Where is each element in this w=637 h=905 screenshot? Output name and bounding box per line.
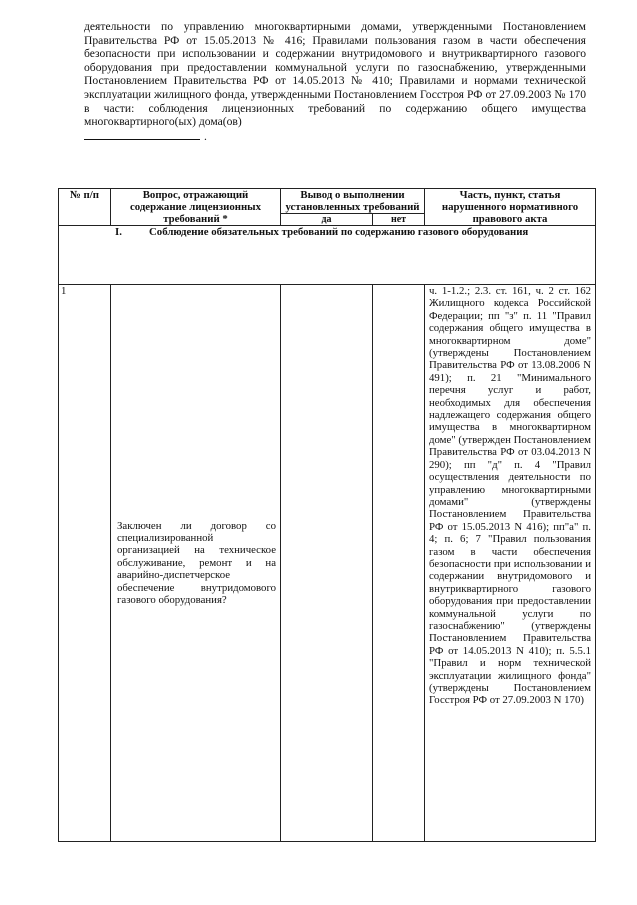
- section-cell: [59, 226, 596, 285]
- header-number: № п/п: [59, 189, 111, 226]
- section-row: [59, 226, 596, 285]
- row-no-cell[interactable]: [373, 285, 425, 842]
- header-yes: да: [281, 214, 373, 226]
- header-no: нет: [373, 214, 425, 226]
- header-question: Вопрос, отражающий содержание лицензионных требований *: [111, 189, 281, 226]
- fill-in-blank-line: [84, 129, 200, 140]
- header-conclusion: Вывод о выполнении установленных требований: [281, 189, 425, 214]
- table-row: [59, 285, 596, 842]
- row-yes-cell[interactable]: [281, 285, 373, 842]
- row-number: 1: [59, 285, 111, 842]
- section-number: I.: [115, 226, 122, 238]
- intro-paragraph: [84, 20, 586, 143]
- row-law: ч. 1-1.2.; 2.3. ст. 161, ч. 2 ст. 162 Жилищного кодекса Российской Федерации; пп "з" п. 11 "Правил содержания общего имущества в многоквартирном доме" (утверждены Постановлением Правительства РФ от 13.08.2006 N 491); п. 21 "Минимального перечня услуг и работ, необходимых для обеспечения надлежащего содержания общего имущества в многоквартирном доме" (утвержден Постановлением Правительства РФ от 03.04.2013 N 290); пп "д" п. 4 "Правил осуществления деятельности по управлению многоквартирными домами" (утверждены Постановлением Правительства РФ от 15.05.2013 N 416); пп"а" п. 4; п. 6; 7 "Правил пользования газом в части обеспечения безопасности при использовании и содержании внутридомового и внутриквартирного газового оборудования при предоставлении коммунальной услуги по газоснабжению" (утверждены Постановлением Правительства РФ от 14.05.2013 N 410); п. 5.5.1 "Правил и норм технической эксплуатации жилищного фонда" (утверждены Постановлением Госстроя РФ от 27.09.2003 N 170): [429, 285, 591, 707]
- row-law-cell: [425, 285, 596, 842]
- intro-tail: .: [204, 129, 207, 143]
- table-header-row: [59, 189, 596, 214]
- row-question-cell: [111, 285, 281, 842]
- header-law: Часть, пункт, статья нарушенного нормативного правового акта: [425, 189, 596, 226]
- checklist-table: [58, 188, 596, 842]
- intro-text: деятельности по управлению многоквартирными домами, утвержденными Постановлением Правительства РФ от 15.05.2013 № 416; Правилами пользования газом в части обеспечения безопасности при использовании и содержании внутридомового и внутриквартирного газового оборудования при предоставлении коммунальной услуги по газоснабжению, утвержденными Постановлением Правительства РФ от 14.05.2013 № 410; Правилами и нормами технической эксплуатации жилищного фонда, утвержденными Постановлением Госстроя РФ от 27.09.2003 № 170 в части: соблюдения лицензионных требований по содержанию общего имущества многоквартирного(ых) дома(ов): [84, 20, 586, 129]
- section-title: Соблюдение обязательных требований по содержанию газового оборудования: [149, 226, 529, 238]
- row-question: Заключен ли договор со специализированной организацией на техническое обслуживание, ремонт и на аварийно-диспетчерское обеспечение внутридомового газового оборудования?: [117, 519, 276, 607]
